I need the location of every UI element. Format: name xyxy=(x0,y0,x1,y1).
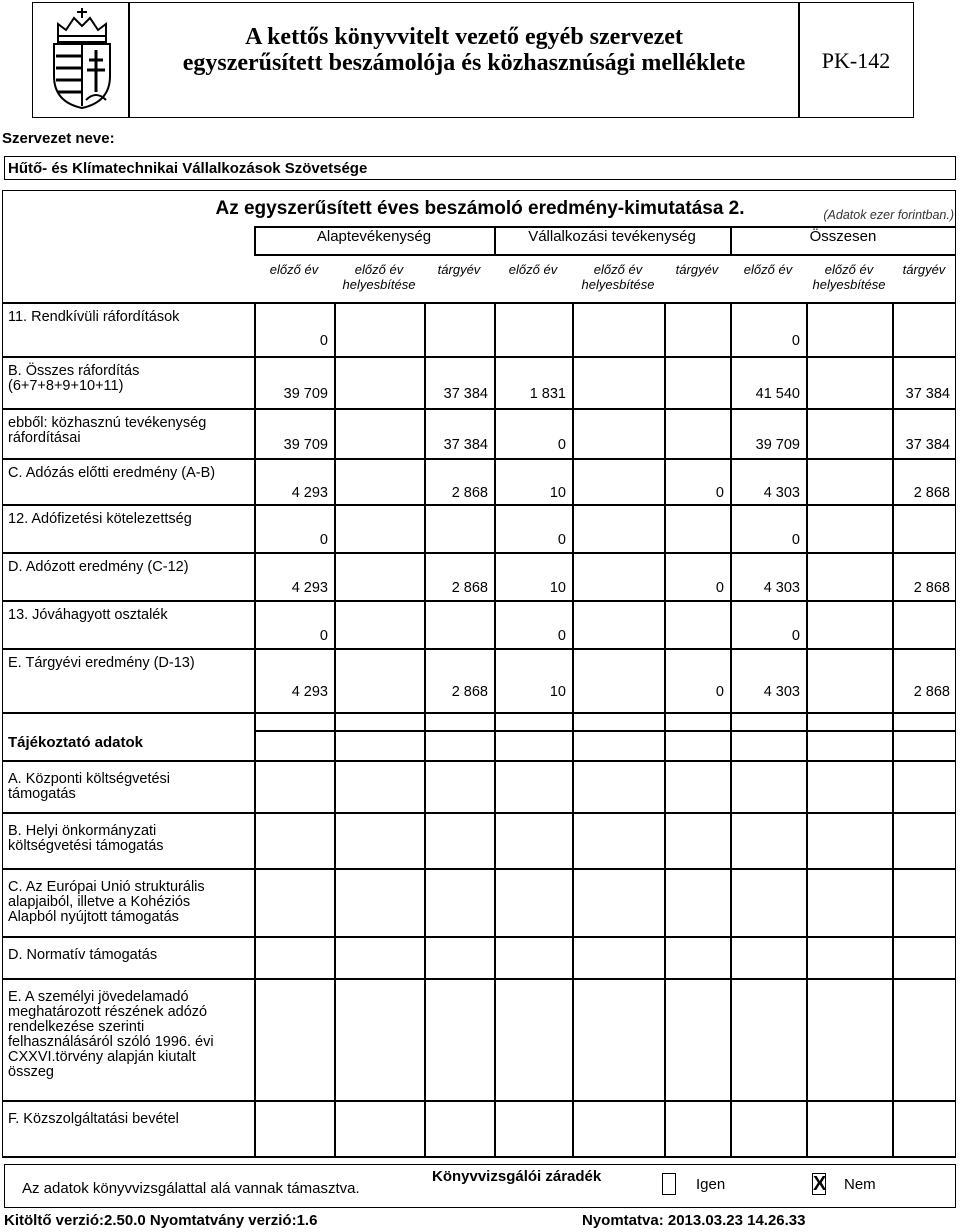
row-label-line: D. Normatív támogatás xyxy=(8,947,158,963)
row-label-line: felhasználásáról szóló 1996. évi xyxy=(8,1034,214,1050)
row-label xyxy=(8,416,206,446)
printed-timestamp: Nyomtatva: 2013.03.23 14.26.33 xyxy=(582,1212,806,1229)
row-line xyxy=(2,648,956,650)
row-label-line: 11. Rendkívüli ráfordítások xyxy=(8,309,180,325)
column-line xyxy=(424,302,426,712)
column-line xyxy=(334,712,336,1156)
header-divider xyxy=(494,226,496,254)
row-label xyxy=(8,656,195,671)
row-label-line: E. Tárgyévi eredmény (D-13) xyxy=(8,655,195,671)
value-cell[interactable]: 0 xyxy=(791,333,800,349)
value-cell[interactable]: 2 868 xyxy=(913,485,950,501)
row-line xyxy=(2,760,956,762)
row-label xyxy=(8,560,189,575)
row-label xyxy=(8,466,215,481)
value-cell[interactable]: 2 868 xyxy=(913,684,950,700)
value-cell[interactable]: 0 xyxy=(557,628,566,644)
subheader-line: előző év xyxy=(824,262,874,277)
value-cell[interactable]: 10 xyxy=(549,684,566,700)
value-cell[interactable]: 1 831 xyxy=(529,386,566,402)
value-cell[interactable]: 4 303 xyxy=(763,485,800,501)
title-line: egyszerűsített beszámolója és közhasznúsági melléklete xyxy=(182,50,746,76)
value-cell[interactable]: 2 868 xyxy=(913,580,950,596)
column-line xyxy=(664,302,666,712)
subheader-line: helyesbítése xyxy=(812,277,886,292)
audit-clause-label: Könyvvizsgálói záradék xyxy=(432,1168,602,1185)
row-line xyxy=(2,552,956,554)
column-subheader xyxy=(806,262,892,292)
row-label-line: B. Helyi önkormányzati xyxy=(8,823,157,839)
column-line xyxy=(494,302,496,712)
column-line xyxy=(254,302,256,712)
row-label-line: 12. Adófizetési kötelezettség xyxy=(8,511,192,527)
row-line xyxy=(2,812,956,814)
column-subheader xyxy=(572,262,664,292)
value-cell[interactable]: 0 xyxy=(557,437,566,453)
column-subheader: előző év xyxy=(269,262,319,277)
row-label-line: meghatározott részének adózó xyxy=(8,1004,208,1020)
value-cell[interactable]: 0 xyxy=(715,684,724,700)
column-line xyxy=(572,712,574,1156)
value-cell[interactable]: 37 384 xyxy=(443,437,488,453)
header-divider xyxy=(730,226,732,254)
row-label-line: rendelkezése szerinti xyxy=(8,1019,145,1035)
subheader-line: helyesbítése xyxy=(342,277,416,292)
column-line xyxy=(664,712,666,1156)
row-label xyxy=(8,512,192,527)
info-row-label xyxy=(8,824,164,854)
no-checkbox[interactable]: X xyxy=(813,1173,827,1195)
row-label-line: támogatás xyxy=(8,786,76,802)
statement-title: Az egyszerűsített éves beszámoló eredmény-kimutatása 2. xyxy=(215,198,745,219)
value-cell[interactable]: 0 xyxy=(319,333,328,349)
row-label-line: A. Központi költségvetési xyxy=(8,771,171,787)
row-label-line: CXXVI.törvény alapján kiutalt xyxy=(8,1049,196,1065)
group-header: Vállalkozási tevékenység xyxy=(528,228,696,245)
value-cell[interactable]: 0 xyxy=(791,628,800,644)
row-line xyxy=(2,504,956,506)
column-line xyxy=(334,302,336,712)
row-label xyxy=(8,364,139,394)
info-row-label xyxy=(8,772,170,802)
row-label-line: Alapból nyújtott támogatás xyxy=(8,909,179,925)
row-label-line: F. Közszolgáltatási bevétel xyxy=(8,1111,179,1127)
value-cell[interactable]: 4 303 xyxy=(763,684,800,700)
value-cell[interactable]: 39 709 xyxy=(283,386,328,402)
row-label-line: D. Adózott eredmény (C-12) xyxy=(8,559,189,575)
hungarian-coat-of-arms-icon xyxy=(44,6,120,110)
value-cell[interactable]: 4 303 xyxy=(763,580,800,596)
row-label-line: E. A személyi jövedelamadó xyxy=(8,989,189,1005)
value-cell[interactable]: 37 384 xyxy=(905,437,950,453)
column-subheader xyxy=(334,262,424,292)
no-label: Nem xyxy=(844,1176,876,1193)
row-line xyxy=(2,458,956,460)
value-cell[interactable]: 0 xyxy=(319,628,328,644)
form-code: PK-142 xyxy=(821,48,891,73)
column-line xyxy=(254,712,256,1156)
group-header: Alaptevékenység xyxy=(316,228,432,245)
row-label xyxy=(8,310,179,325)
organization-name: Hűtő- és Klímatechnikai Vállalkozások Szövetsége xyxy=(8,160,368,177)
header-line xyxy=(2,302,956,304)
value-cell[interactable]: 37 384 xyxy=(443,386,488,402)
column-subheader: tárgyév xyxy=(437,262,481,277)
title-line: A kettős könyvvitelt vezető egyéb szervezet xyxy=(245,24,683,50)
value-cell[interactable]: 2 868 xyxy=(451,485,488,501)
subheader-line: helyesbítése xyxy=(581,277,655,292)
value-cell[interactable]: 0 xyxy=(557,532,566,548)
row-line xyxy=(2,712,956,714)
version-text: Kitöltő verzió:2.50.0 Nyomtatvány verzió:1.6 xyxy=(4,1212,318,1229)
column-line xyxy=(572,302,574,712)
info-row-label xyxy=(8,880,205,925)
row-label-line: alapjaiból, illetve a Kohéziós xyxy=(8,894,191,910)
row-label-line: ráfordításai xyxy=(8,430,81,446)
row-label-line: ebből: közhasznú tevékenység xyxy=(8,415,207,431)
yes-label: Igen xyxy=(696,1176,726,1193)
column-line xyxy=(730,712,732,1156)
value-cell[interactable]: 0 xyxy=(715,485,724,501)
value-cell[interactable]: 4 293 xyxy=(291,485,328,501)
row-line xyxy=(2,600,956,602)
row-label-line: (6+7+8+9+10+11) xyxy=(8,378,124,394)
column-subheader: tárgyév xyxy=(675,262,719,277)
column-line xyxy=(730,302,732,712)
row-label-line: C. Adózás előtti eredmény (A-B) xyxy=(8,465,216,481)
value-cell[interactable]: 0 xyxy=(715,580,724,596)
row-label-line: B. Összes ráfordítás xyxy=(8,363,140,379)
row-label-line: 13. Jóváhagyott osztalék xyxy=(8,607,168,623)
header-line xyxy=(254,254,956,256)
value-cell[interactable]: 39 709 xyxy=(755,437,800,453)
organization-label: Szervezet neve: xyxy=(2,130,115,147)
value-cell[interactable]: 10 xyxy=(549,580,566,596)
page-title xyxy=(130,24,798,76)
row-label-line: összeg xyxy=(8,1064,54,1080)
column-subheader: előző év xyxy=(743,262,793,277)
row-line xyxy=(2,356,956,358)
info-row-label xyxy=(8,990,214,1080)
row-label xyxy=(8,608,168,623)
row-line xyxy=(2,936,956,938)
column-line xyxy=(892,712,894,1156)
header-divider xyxy=(254,226,256,254)
yes-checkbox[interactable] xyxy=(662,1173,676,1195)
unit-note: (Adatok ezer forintban.) xyxy=(823,208,954,222)
info-row-label xyxy=(8,948,157,963)
row-line xyxy=(2,408,956,410)
value-cell[interactable]: 0 xyxy=(791,532,800,548)
column-subheader: tárgyév xyxy=(902,262,946,277)
column-subheader: előző év xyxy=(508,262,558,277)
value-cell[interactable]: 2 868 xyxy=(451,580,488,596)
info-row-label xyxy=(8,1112,179,1127)
column-line xyxy=(494,712,496,1156)
value-cell[interactable]: 0 xyxy=(319,532,328,548)
group-header: Összesen xyxy=(809,228,877,245)
row-line xyxy=(2,868,956,870)
row-label-line: C. Az Európai Unió strukturális xyxy=(8,879,205,895)
row-line xyxy=(254,730,956,732)
row-label-line: költségvetési támogatás xyxy=(8,838,164,854)
column-line xyxy=(424,712,426,1156)
column-line xyxy=(806,712,808,1156)
header-line xyxy=(254,226,956,228)
value-cell[interactable]: 39 709 xyxy=(283,437,328,453)
value-cell[interactable]: 41 540 xyxy=(755,386,800,402)
row-line xyxy=(2,1100,956,1102)
subheader-line: előző év xyxy=(354,262,404,277)
info-section-title: Tájékoztató adatok xyxy=(8,734,144,751)
column-line xyxy=(806,302,808,712)
row-line xyxy=(2,978,956,980)
column-line xyxy=(892,302,894,712)
row-line xyxy=(2,1156,956,1158)
value-cell[interactable]: 4 293 xyxy=(291,684,328,700)
value-cell[interactable]: 37 384 xyxy=(905,386,950,402)
value-cell[interactable]: 4 293 xyxy=(291,580,328,596)
value-cell[interactable]: 2 868 xyxy=(451,684,488,700)
audit-text: Az adatok könyvvizsgálattal alá vannak támasztva. xyxy=(22,1180,360,1197)
subheader-line: előző év xyxy=(593,262,643,277)
value-cell[interactable]: 10 xyxy=(549,485,566,501)
